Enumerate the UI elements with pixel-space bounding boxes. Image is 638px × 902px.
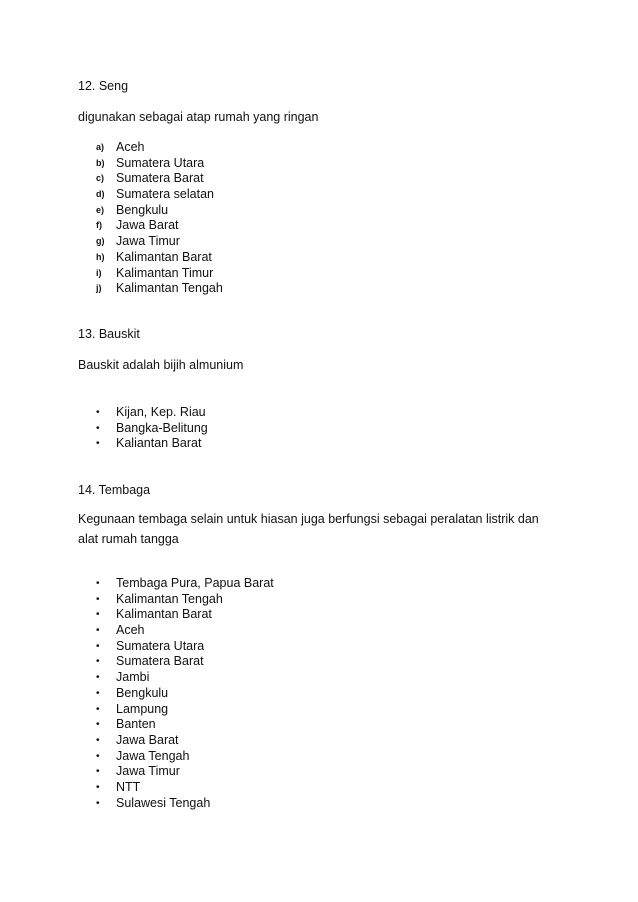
bullet-icon: • [96, 766, 100, 778]
list-item-text: Kijan, Kep. Riau [116, 405, 206, 419]
list-item-text: Bangka-Belitung [116, 420, 208, 435]
bullet-icon: • [96, 578, 100, 589]
list-item-text: Banten [116, 717, 156, 732]
list-marker: g) [96, 236, 105, 247]
list-item-text: Jawa Timur [116, 234, 180, 249]
list-marker: i) [96, 267, 102, 278]
bullet-icon: • [96, 656, 100, 668]
list-marker: b) [96, 157, 105, 168]
bullet-icon: • [96, 593, 100, 605]
bullet-icon: • [96, 438, 100, 450]
list-item-text: Tembaga Pura, Papua Barat [116, 576, 274, 590]
bullet-icon: • [96, 781, 100, 793]
bullet-icon: • [96, 797, 100, 809]
list-item-text: Kalimantan Tengah [116, 281, 223, 296]
list-item-text: Jawa Barat [116, 732, 179, 747]
list-item-text: Lampung [116, 701, 169, 716]
bullet-icon: • [96, 672, 100, 684]
list-item-text: Jambi [116, 670, 150, 685]
list-item-text: Jawa Tengah [116, 748, 190, 763]
bullet-icon: • [96, 407, 100, 418]
section-description-seng: digunakan sebagai atap rumah yang ringan [78, 110, 319, 124]
bullet-icon: • [96, 625, 100, 637]
bullet-icon: • [96, 640, 100, 652]
list-marker: f) [96, 220, 102, 231]
list-marker: j) [96, 283, 102, 294]
section-heading-tembaga: 14. Tembaga [78, 483, 151, 497]
list-item-text: Bengkulu [116, 202, 169, 217]
bullet-icon: • [96, 687, 100, 699]
list-item-text: Jawa Timur [116, 764, 180, 779]
section-heading-bauskit: 13. Bauskit [78, 327, 140, 341]
list-marker: d) [96, 189, 105, 200]
bullet-icon: • [96, 719, 100, 731]
bullet-icon: • [96, 734, 100, 746]
list-marker: c) [96, 173, 105, 184]
list-item-text: Kalimantan Timur [116, 265, 214, 280]
list-item-text: Aceh [116, 623, 145, 638]
bullet-icon: • [96, 750, 100, 762]
list-item-text: Sumatera Utara [116, 155, 205, 170]
list-item-text: Kalimantan Barat [116, 607, 212, 622]
list-item-text: NTT [116, 779, 141, 794]
list-item-text: Sumatera Barat [116, 171, 204, 186]
list-item-text: Sumatera selatan [116, 187, 214, 202]
list-marker: e) [96, 204, 105, 215]
list-marker: h) [96, 251, 105, 262]
list-item-text: Kalimantan Tengah [116, 591, 223, 606]
list-marker: a) [96, 142, 105, 152]
list-item-text: Kalimantan Barat [116, 249, 212, 264]
section-description-bauskit: Bauskit adalah bijih almunium [78, 358, 244, 372]
bullet-icon: • [96, 703, 100, 715]
bullet-icon: • [96, 609, 100, 621]
list-item-text: Sumatera Utara [116, 638, 205, 653]
list-item-text: Kaliantan Barat [116, 436, 202, 451]
section-description-tembaga: Kegunaan tembaga selain untuk hiasan juga berfungsi sebagai peralatan listrik dan alat rumah tangga [78, 512, 539, 546]
list-item-text: Sumatera Barat [116, 654, 204, 669]
list-item-text: Aceh [116, 140, 145, 154]
list-item-text: Sulawesi Tengah [116, 795, 211, 810]
section-heading-seng: 12. Seng [78, 79, 129, 93]
list-item-text: Jawa Barat [116, 218, 179, 233]
bullet-icon: • [96, 422, 100, 434]
list-item-text: Bengkulu [116, 685, 169, 700]
